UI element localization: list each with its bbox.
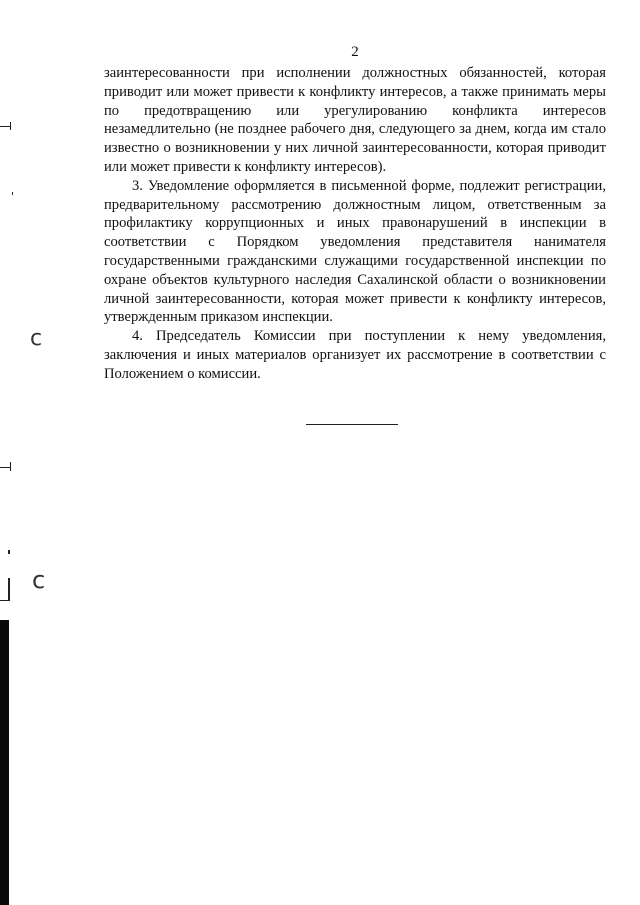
scan-mark-tick [10,122,11,130]
scan-mark-hook [8,578,10,600]
hole-punch-mark-upper: ϲ [30,326,43,351]
end-of-text-line [306,424,398,425]
page-number: 2 [351,44,359,60]
hole-punch-mark-lower: ϲ [32,566,46,594]
scan-mark-middle [0,467,10,468]
scan-mark-hook-base [0,600,10,601]
scan-mark-top [0,126,10,127]
paragraph-4: 4. Председатель Комиссии при поступлении к нему уведомления, заключения и иных материалов организует их рассмотрение в соответствии с Положением о комиссии. [104,328,606,382]
scan-mark-dot [12,192,13,195]
binder-shadow [0,620,9,905]
scan-mark-dot-lower [8,550,10,554]
scan-mark-middle-tick [10,462,11,471]
document-body [104,64,606,384]
paragraph-3: 3. Уведомление оформляется в письменной форме, подлежит регистрации, предварительному рассмотрению должностным лицом, ответственным за профилактику коррупционных и иных правонарушений в инспекции в соответствии с Порядком уведомления представителя нанимателя государственными гражданскими служащими государственной инспекции по охране объектов культурного наследия Сахалинской области о возникновении личной заинтересованности, которая может привести к конфликту интересов, утвержденным приказом инспекции. [104,177,606,326]
paragraph-continuation: заинтересованности при исполнении должностных обязанностей, которая приводит или может привести к конфликту интересов, а также принимать меры по предотвращению или урегулированию конфликта интересов незамедлительно (не позднее рабочего дня, следующего за днем, когда им стало известно о возникновении у них личной заинтересованности, которая приводит или может привести к конфликту интересов). [104,65,606,175]
